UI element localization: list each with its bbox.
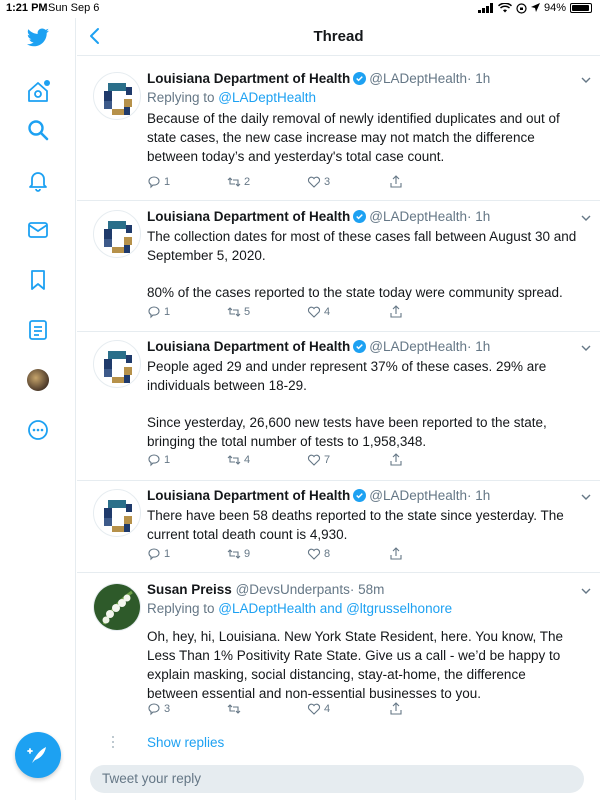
tweet-text xyxy=(147,357,578,451)
more-options-icon[interactable] xyxy=(22,414,54,446)
retweet-icon xyxy=(227,547,241,561)
thread-header xyxy=(77,18,600,56)
status-time: 1:21 PM xyxy=(6,2,48,14)
tweet-header xyxy=(147,487,578,505)
tweet-actions xyxy=(147,453,427,471)
reply-icon xyxy=(147,175,161,189)
wifi-icon xyxy=(498,3,512,13)
retweet-count: 2 xyxy=(244,176,251,188)
reply-count: 1 xyxy=(164,176,171,188)
lists-icon[interactable] xyxy=(22,314,54,346)
author-name[interactable]: Louisiana Department of Health xyxy=(147,339,351,354)
chevron-down-icon[interactable] xyxy=(580,74,592,86)
reply-composer-input[interactable]: Tweet your reply xyxy=(90,765,584,793)
share-icon xyxy=(389,175,403,189)
tweet-paragraph: Because of the daily removal of newly identified duplicates and out of state cases, the new case increase may not match the difference between today’s and yesterday's total case count. xyxy=(147,111,560,164)
tweet-paragraph: Since yesterday, 26,600 new tests have been reported to the state, bringing the total number of tests to 1,958,348. xyxy=(147,415,547,449)
author-name[interactable]: Louisiana Department of Health xyxy=(147,71,351,86)
like-button[interactable] xyxy=(307,702,330,716)
share-button[interactable] xyxy=(389,305,403,319)
location-icon xyxy=(531,3,540,13)
tweet-actions xyxy=(147,175,427,193)
tweet-paragraph: There have been 58 deaths reported to the state since yesterday. The current total death count is 4,930. xyxy=(147,508,564,542)
tweet-text xyxy=(147,109,578,166)
replying-to xyxy=(147,88,578,108)
battery-icon xyxy=(570,3,592,13)
chevron-down-icon[interactable] xyxy=(580,585,592,597)
tweet-text xyxy=(147,227,578,302)
compose-tweet-button[interactable] xyxy=(15,732,61,778)
reply-icon xyxy=(147,547,161,561)
tweet-paragraph: Oh, hey, hi, Louisiana. New York State Resident, here. You know, The Less Than 1% Positivity Rate State. Give us a call - we’d be happy to explain masking, social distancing, stay-at-home, the difference between essential and non-essential businesses to you. xyxy=(147,629,564,701)
tweet-header xyxy=(147,338,578,356)
share-icon xyxy=(389,305,403,319)
battery-percent: 94% xyxy=(543,2,566,14)
bookmarks-icon[interactable] xyxy=(22,264,54,296)
tweet-actions xyxy=(147,305,427,323)
share-button[interactable] xyxy=(389,547,403,561)
like-count: 7 xyxy=(324,454,331,466)
twitter-logo-icon[interactable] xyxy=(22,22,54,54)
author-handle[interactable]: @LADeptHealth xyxy=(369,488,468,503)
retweet-button[interactable] xyxy=(227,702,244,716)
ldh-logo-icon xyxy=(94,490,141,537)
reply-count: 1 xyxy=(164,548,171,560)
replying-to-prefix: Replying to xyxy=(147,601,219,616)
thread-dots-icon xyxy=(112,736,115,750)
author-handle[interactable]: @DevsUnderpants xyxy=(235,582,350,597)
author-name[interactable]: Louisiana Department of Health xyxy=(147,488,351,503)
replying-to xyxy=(147,599,578,619)
tweet-header xyxy=(147,581,578,599)
home-notification-dot xyxy=(44,80,50,86)
verified-badge-icon xyxy=(353,210,366,223)
verified-badge-icon xyxy=(353,340,366,353)
replying-to-link[interactable]: @LADeptHealth xyxy=(218,90,317,105)
signal-icon xyxy=(478,3,494,13)
ldh-avatar[interactable] xyxy=(93,210,141,258)
user-avatar[interactable] xyxy=(93,583,141,631)
reply-icon xyxy=(147,453,161,467)
like-count: 3 xyxy=(324,176,331,188)
tweet-time: · 1h xyxy=(467,209,491,224)
author-handle[interactable]: @LADeptHealth xyxy=(369,339,468,354)
status-date: Sun Sep 6 xyxy=(48,2,100,14)
retweet-count: 5 xyxy=(244,306,251,318)
reply-button[interactable] xyxy=(147,175,170,189)
page-title: Thread xyxy=(313,28,364,45)
ldh-avatar[interactable] xyxy=(93,489,141,537)
like-button[interactable] xyxy=(307,175,330,189)
reply-count: 1 xyxy=(164,306,171,318)
retweet-icon xyxy=(227,702,241,716)
retweet-icon xyxy=(227,453,241,467)
tweet-paragraph: The collection dates for most of these cases fall between August 30 and September 5, 2020. xyxy=(147,229,577,263)
like-button[interactable] xyxy=(307,453,330,467)
retweet-icon xyxy=(227,175,241,189)
share-button[interactable] xyxy=(389,453,403,467)
replying-to-link[interactable]: @LADeptHealth and @ltgrusselhonore xyxy=(218,601,453,616)
like-count: 4 xyxy=(324,306,331,318)
retweet-icon xyxy=(227,305,241,319)
heart-icon xyxy=(307,175,321,189)
reply-button[interactable] xyxy=(147,547,170,561)
reply-button[interactable] xyxy=(147,305,170,319)
verified-badge-icon xyxy=(353,489,366,502)
divider xyxy=(77,480,600,481)
reply-count: 1 xyxy=(164,454,171,466)
battery-fill xyxy=(572,5,589,11)
ldh-avatar[interactable] xyxy=(93,340,141,388)
replying-to-prefix: Replying to xyxy=(147,90,219,105)
divider xyxy=(77,200,600,201)
tweet-time: · 58m xyxy=(349,582,385,597)
share-icon xyxy=(389,702,403,716)
like-button[interactable] xyxy=(307,547,330,561)
like-button[interactable] xyxy=(307,305,330,319)
heart-icon xyxy=(307,702,321,716)
reply-icon xyxy=(147,305,161,319)
status-bar xyxy=(0,0,600,18)
retweet-button[interactable] xyxy=(227,305,250,319)
heart-icon xyxy=(307,547,321,561)
tweet-paragraph: 80% of the cases reported to the state today were community spread. xyxy=(147,285,563,300)
compose-feather-icon xyxy=(26,743,50,767)
like-count: 8 xyxy=(324,548,331,560)
messages-envelope-icon[interactable] xyxy=(22,214,54,246)
heart-icon xyxy=(307,453,321,467)
tweet-actions xyxy=(147,547,427,565)
home-icon[interactable] xyxy=(22,76,54,108)
sidebar xyxy=(0,18,76,800)
retweet-button[interactable] xyxy=(227,547,250,561)
tweet-text xyxy=(147,506,578,544)
notifications-bell-icon[interactable] xyxy=(22,164,54,196)
share-button[interactable] xyxy=(389,175,403,189)
retweet-count: 9 xyxy=(244,548,251,560)
verified-badge-icon xyxy=(353,72,366,85)
author-handle[interactable]: @LADeptHealth xyxy=(369,71,468,86)
rotation-lock-icon xyxy=(516,3,527,14)
author-name[interactable]: Louisiana Department of Health xyxy=(147,209,351,224)
like-count: 4 xyxy=(324,703,331,715)
status-right xyxy=(478,2,592,14)
ldh-avatar[interactable] xyxy=(93,72,141,120)
share-icon xyxy=(389,453,403,467)
tweet-paragraph: People aged 29 and under represent 37% of these cases. 29% are individuals between 18-29. xyxy=(147,359,547,393)
chevron-down-icon[interactable] xyxy=(580,342,592,354)
profile-avatar[interactable] xyxy=(22,364,54,396)
divider xyxy=(77,572,600,573)
tweet-time: · 1h xyxy=(467,339,491,354)
retweet-button[interactable] xyxy=(227,175,250,189)
profile-avatar-image xyxy=(27,369,49,391)
retweet-count: 4 xyxy=(244,454,251,466)
tweet-header xyxy=(147,208,578,226)
chevron-down-icon[interactable] xyxy=(580,491,592,503)
ldh-logo-icon xyxy=(94,73,141,120)
tweet-text xyxy=(147,627,578,703)
reply-button[interactable] xyxy=(147,702,170,716)
tweet-time: · 1h xyxy=(467,488,491,503)
tweet-time: · 1h xyxy=(467,71,491,86)
show-replies-link[interactable]: Show replies xyxy=(147,735,225,750)
tweet-actions xyxy=(147,702,427,720)
retweet-button[interactable] xyxy=(227,453,250,467)
share-button[interactable] xyxy=(389,702,403,716)
ldh-logo-icon xyxy=(94,211,141,258)
share-icon xyxy=(389,547,403,561)
divider xyxy=(77,331,600,332)
tweet-header xyxy=(147,70,578,88)
ldh-logo-icon xyxy=(94,341,141,388)
heart-icon xyxy=(307,305,321,319)
search-icon[interactable] xyxy=(22,114,54,146)
reply-icon xyxy=(147,702,161,716)
author-handle[interactable]: @LADeptHealth xyxy=(369,209,468,224)
lily-of-the-valley-avatar-icon xyxy=(94,584,141,631)
reply-button[interactable] xyxy=(147,453,170,467)
author-name[interactable]: Susan Preiss xyxy=(147,582,232,597)
reply-count: 3 xyxy=(164,703,171,715)
chevron-down-icon[interactable] xyxy=(580,212,592,224)
